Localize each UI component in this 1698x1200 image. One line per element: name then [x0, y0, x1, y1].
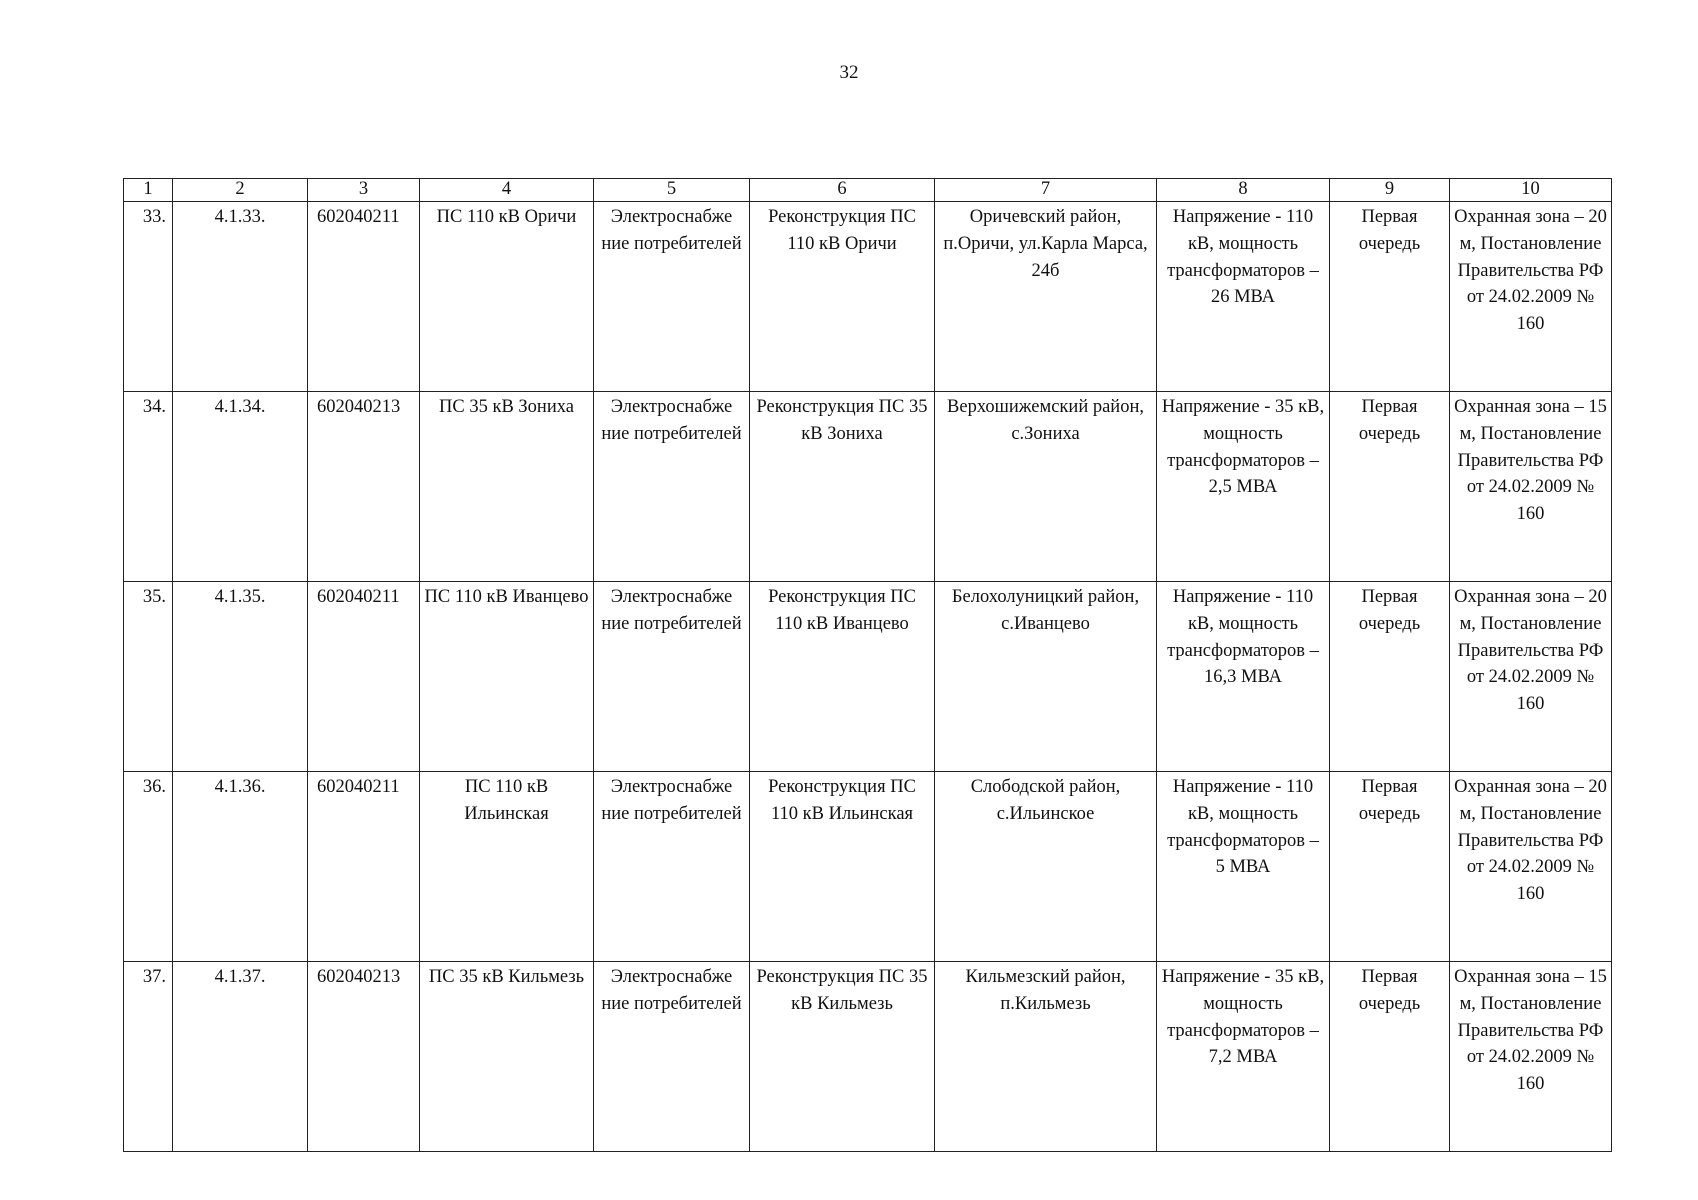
row-code: 602040211	[308, 772, 420, 962]
object-purpose: Электроснабже ние потребителей	[594, 202, 750, 392]
planned-action: Реконструкция ПС 35 кВ Зониха	[750, 392, 935, 582]
row-number: 36.	[124, 772, 173, 962]
protection-zone: Охранная зона – 15 м, Постановление Правительства РФ от 24.02.2009 № 160	[1450, 962, 1612, 1152]
column-header: 2	[173, 179, 308, 202]
object-location: Кильмезский район, п.Кильмезь	[935, 962, 1157, 1152]
protection-zone: Охранная зона – 20 м, Постановление Правительства РФ от 24.02.2009 № 160	[1450, 582, 1612, 772]
object-specs: Напряжение - 35 кВ, мощность трансформаторов – 2,5 МВА	[1157, 392, 1330, 582]
implementation-stage: Первая очередь	[1330, 392, 1450, 582]
object-specs: Напряжение - 110 кВ, мощность трансформаторов – 26 МВА	[1157, 202, 1330, 392]
row-number: 35.	[124, 582, 173, 772]
row-index: 4.1.36.	[173, 772, 308, 962]
row-number: 34.	[124, 392, 173, 582]
planned-action: Реконструкция ПС 110 кВ Оричи	[750, 202, 935, 392]
row-index: 4.1.35.	[173, 582, 308, 772]
object-purpose: Электроснабже ние потребителей	[594, 392, 750, 582]
object-specs: Напряжение - 110 кВ, мощность трансформаторов – 16,3 МВА	[1157, 582, 1330, 772]
row-number: 37.	[124, 962, 173, 1152]
column-header: 5	[594, 179, 750, 202]
column-header: 1	[124, 179, 173, 202]
column-header: 4	[420, 179, 594, 202]
planned-action: Реконструкция ПС 110 кВ Ильинская	[750, 772, 935, 962]
table-row	[124, 772, 1612, 962]
object-purpose: Электроснабже ние потребителей	[594, 962, 750, 1152]
planned-action: Реконструкция ПС 35 кВ Кильмезь	[750, 962, 935, 1152]
implementation-stage: Первая очередь	[1330, 962, 1450, 1152]
protection-zone: Охранная зона – 20 м, Постановление Правительства РФ от 24.02.2009 № 160	[1450, 772, 1612, 962]
column-header: 9	[1330, 179, 1450, 202]
object-name: ПС 35 кВ Зониха	[420, 392, 594, 582]
column-header: 8	[1157, 179, 1330, 202]
row-code: 602040211	[308, 202, 420, 392]
protection-zone: Охранная зона – 20 м, Постановление Правительства РФ от 24.02.2009 № 160	[1450, 202, 1612, 392]
substation-table	[123, 178, 1612, 1152]
table-row	[124, 962, 1612, 1152]
table-row	[124, 202, 1612, 392]
object-location: Слободской район, с.Ильинское	[935, 772, 1157, 962]
row-index: 4.1.33.	[173, 202, 308, 392]
object-name: ПС 35 кВ Кильмезь	[420, 962, 594, 1152]
object-name: ПС 110 кВ Оричи	[420, 202, 594, 392]
object-name: ПС 110 кВ Иванцево	[420, 582, 594, 772]
object-location: Верхошижемский район, с.Зониха	[935, 392, 1157, 582]
table-row	[124, 392, 1612, 582]
planned-action: Реконструкция ПС 110 кВ Иванцево	[750, 582, 935, 772]
column-header: 3	[308, 179, 420, 202]
row-index: 4.1.34.	[173, 392, 308, 582]
object-purpose: Электроснабже ние потребителей	[594, 772, 750, 962]
row-number: 33.	[124, 202, 173, 392]
row-index: 4.1.37.	[173, 962, 308, 1152]
object-location: Оричевский район, п.Оричи, ул.Карла Марса, 24б	[935, 202, 1157, 392]
table-row	[124, 582, 1612, 772]
column-header: 10	[1450, 179, 1612, 202]
object-purpose: Электроснабже ние потребителей	[594, 582, 750, 772]
table-header-row	[124, 179, 1612, 202]
implementation-stage: Первая очередь	[1330, 202, 1450, 392]
protection-zone: Охранная зона – 15 м, Постановление Правительства РФ от 24.02.2009 № 160	[1450, 392, 1612, 582]
column-header: 6	[750, 179, 935, 202]
object-specs: Напряжение - 35 кВ, мощность трансформаторов – 7,2 МВА	[1157, 962, 1330, 1152]
row-code: 602040213	[308, 962, 420, 1152]
object-location: Белохолуницкий район, с.Иванцево	[935, 582, 1157, 772]
row-code: 602040211	[308, 582, 420, 772]
implementation-stage: Первая очередь	[1330, 772, 1450, 962]
implementation-stage: Первая очередь	[1330, 582, 1450, 772]
column-header: 7	[935, 179, 1157, 202]
object-specs: Напряжение - 110 кВ, мощность трансформаторов – 5 МВА	[1157, 772, 1330, 962]
object-name: ПС 110 кВ Ильинская	[420, 772, 594, 962]
page-number: 32	[839, 62, 859, 83]
row-code: 602040213	[308, 392, 420, 582]
